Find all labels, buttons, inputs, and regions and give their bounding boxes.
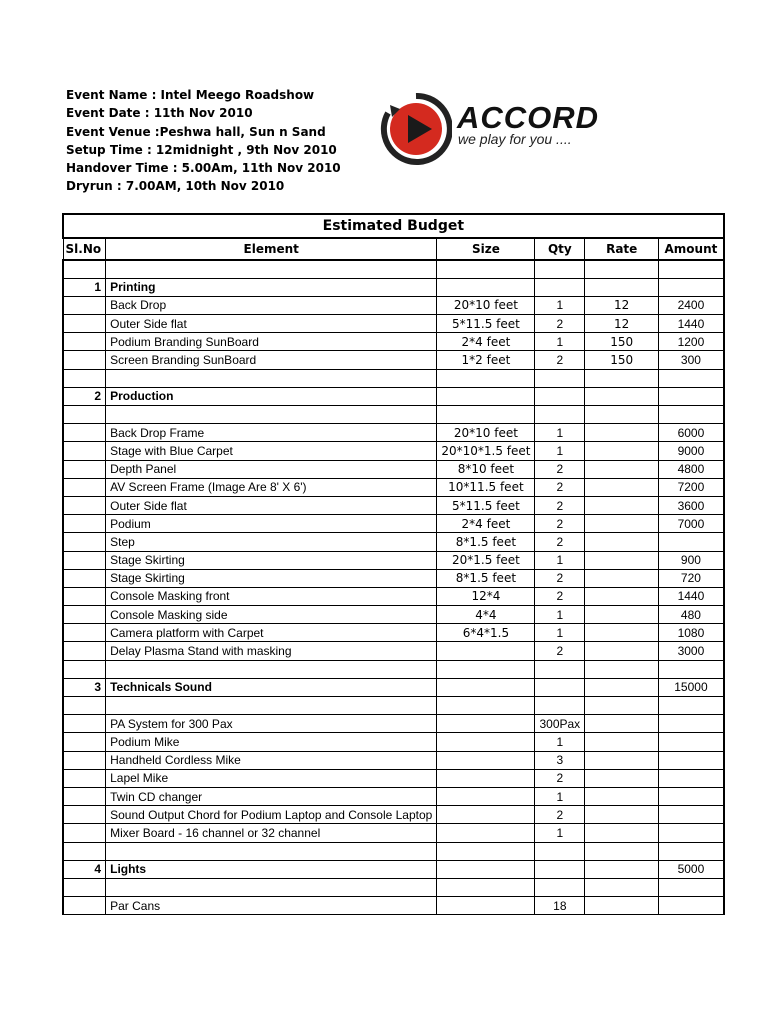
cell-slno: 4 <box>63 860 106 878</box>
cell-slno <box>63 697 106 715</box>
cell-size: 20*10 feet <box>437 424 535 442</box>
cell-qty: 1 <box>535 551 585 569</box>
cell-amount: 480 <box>659 606 724 624</box>
cell-size <box>437 733 535 751</box>
cell-qty: 1 <box>535 824 585 842</box>
cell-element: Stage with Blue Carpet <box>106 442 437 460</box>
table-row <box>63 260 724 278</box>
col-header-amount: Amount <box>659 238 724 260</box>
cell-slno <box>63 806 106 824</box>
cell-element <box>106 369 437 387</box>
cell-element: Lights <box>106 860 437 878</box>
cell-rate <box>585 387 659 405</box>
cell-size: 20*10*1.5 feet <box>437 442 535 460</box>
cell-element <box>106 842 437 860</box>
cell-slno <box>63 551 106 569</box>
cell-qty <box>535 660 585 678</box>
cell-slno <box>63 715 106 733</box>
cell-amount: 7000 <box>659 515 724 533</box>
cell-size: 4*4 <box>437 606 535 624</box>
cell-rate <box>585 569 659 587</box>
cell-amount <box>659 715 724 733</box>
table-row <box>63 496 724 514</box>
cell-slno <box>63 878 106 896</box>
cell-size <box>437 387 535 405</box>
cell-element: Technicals Sound <box>106 678 437 696</box>
cell-rate: 150 <box>585 351 659 369</box>
cell-amount <box>659 660 724 678</box>
cell-qty: 2 <box>535 587 585 605</box>
cell-amount: 1200 <box>659 333 724 351</box>
cell-size <box>437 715 535 733</box>
event-info <box>66 86 366 196</box>
cell-element: Stage Skirting <box>106 551 437 569</box>
cell-qty: 2 <box>535 351 585 369</box>
cell-rate <box>585 460 659 478</box>
cell-rate <box>585 587 659 605</box>
cell-slno <box>63 897 106 915</box>
cell-slno <box>63 333 106 351</box>
section-row <box>63 678 724 696</box>
cell-amount <box>659 260 724 278</box>
cell-element: Printing <box>106 278 437 296</box>
cell-rate <box>585 406 659 424</box>
cell-slno <box>63 260 106 278</box>
cell-qty: 2 <box>535 460 585 478</box>
cell-size: 5*11.5 feet <box>437 496 535 514</box>
cell-qty: 2 <box>535 478 585 496</box>
cell-slno <box>63 587 106 605</box>
table-row <box>63 660 724 678</box>
cell-amount: 300 <box>659 351 724 369</box>
cell-qty <box>535 697 585 715</box>
cell-amount: 1440 <box>659 315 724 333</box>
cell-amount: 6000 <box>659 424 724 442</box>
logo-name: ACCORD <box>457 100 600 135</box>
table-row <box>63 551 724 569</box>
cell-qty: 2 <box>535 533 585 551</box>
cell-slno <box>63 406 106 424</box>
cell-rate <box>585 606 659 624</box>
table-row <box>63 406 724 424</box>
table-row <box>63 515 724 533</box>
cell-qty: 2 <box>535 315 585 333</box>
table-title: Estimated Budget <box>63 214 724 238</box>
cell-slno <box>63 296 106 314</box>
cell-amount <box>659 278 724 296</box>
event-venue: Event Venue :Peshwa hall, Sun n Sand <box>66 124 326 139</box>
cell-size <box>437 660 535 678</box>
col-header-rate: Rate <box>585 238 659 260</box>
cell-element: Handheld Cordless Mike <box>106 751 437 769</box>
cell-element: AV Screen Frame (Image Are 8' X 6') <box>106 478 437 496</box>
table-row <box>63 460 724 478</box>
table-row <box>63 897 724 915</box>
cell-rate <box>585 442 659 460</box>
cell-rate <box>585 860 659 878</box>
cell-qty <box>535 260 585 278</box>
cell-qty <box>535 387 585 405</box>
cell-qty <box>535 842 585 860</box>
cell-qty: 1 <box>535 624 585 642</box>
cell-rate <box>585 715 659 733</box>
cell-size <box>437 260 535 278</box>
cell-qty: 2 <box>535 642 585 660</box>
cell-rate <box>585 842 659 860</box>
cell-element: Step <box>106 533 437 551</box>
cell-slno: 1 <box>63 278 106 296</box>
cell-qty: 1 <box>535 442 585 460</box>
cell-amount: 1440 <box>659 587 724 605</box>
table-row <box>63 715 724 733</box>
cell-rate <box>585 369 659 387</box>
cell-slno <box>63 624 106 642</box>
cell-slno <box>63 460 106 478</box>
cell-slno <box>63 315 106 333</box>
cell-amount: 720 <box>659 569 724 587</box>
cell-amount: 9000 <box>659 442 724 460</box>
cell-element: PA System for 300 Pax <box>106 715 437 733</box>
cell-qty: 1 <box>535 424 585 442</box>
cell-size: 8*1.5 feet <box>437 533 535 551</box>
cell-rate <box>585 678 659 696</box>
cell-amount: 3000 <box>659 642 724 660</box>
cell-slno <box>63 351 106 369</box>
handover-time: Handover Time : 5.00Am, 11th Nov 2010 <box>66 161 341 176</box>
cell-size <box>437 751 535 769</box>
cell-slno <box>63 842 106 860</box>
cell-element <box>106 878 437 896</box>
cell-element: Twin CD changer <box>106 787 437 805</box>
cell-amount: 7200 <box>659 478 724 496</box>
event-date: Event Date : 11th Nov 2010 <box>66 106 253 121</box>
cell-size: 8*10 feet <box>437 460 535 478</box>
cell-element: Back Drop Frame <box>106 424 437 442</box>
cell-slno <box>63 642 106 660</box>
cell-amount <box>659 897 724 915</box>
accord-logo <box>380 93 630 163</box>
cell-amount <box>659 878 724 896</box>
cell-size <box>437 806 535 824</box>
cell-size <box>437 697 535 715</box>
cell-size <box>437 787 535 805</box>
cell-size <box>437 678 535 696</box>
cell-qty: 2 <box>535 569 585 587</box>
cell-rate <box>585 551 659 569</box>
table-row <box>63 369 724 387</box>
cell-size <box>437 406 535 424</box>
cell-qty: 1 <box>535 333 585 351</box>
cell-amount <box>659 697 724 715</box>
cell-slno <box>63 824 106 842</box>
cell-element: Back Drop <box>106 296 437 314</box>
cell-size: 2*4 feet <box>437 333 535 351</box>
cell-size <box>437 824 535 842</box>
cell-element: Depth Panel <box>106 460 437 478</box>
cell-qty <box>535 678 585 696</box>
cell-slno <box>63 660 106 678</box>
cell-rate: 12 <box>585 296 659 314</box>
cell-qty: 2 <box>535 515 585 533</box>
play-button-icon <box>380 93 452 165</box>
table-row <box>63 624 724 642</box>
cell-qty: 1 <box>535 296 585 314</box>
cell-size <box>437 369 535 387</box>
cell-rate: 150 <box>585 333 659 351</box>
cell-size: 2*4 feet <box>437 515 535 533</box>
cell-rate <box>585 697 659 715</box>
cell-qty: 1 <box>535 606 585 624</box>
cell-qty <box>535 278 585 296</box>
cell-amount: 5000 <box>659 860 724 878</box>
cell-qty: 18 <box>535 897 585 915</box>
cell-slno <box>63 733 106 751</box>
cell-amount <box>659 369 724 387</box>
logo-tagline: we play for you .... <box>458 131 572 147</box>
cell-amount: 2400 <box>659 296 724 314</box>
cell-rate <box>585 424 659 442</box>
section-row <box>63 387 724 405</box>
cell-size <box>437 860 535 878</box>
cell-element <box>106 260 437 278</box>
cell-rate <box>585 733 659 751</box>
cell-slno: 3 <box>63 678 106 696</box>
cell-size <box>437 278 535 296</box>
table-row <box>63 769 724 787</box>
cell-qty: 2 <box>535 806 585 824</box>
col-header-slno: Sl.No <box>63 238 106 260</box>
cell-slno <box>63 787 106 805</box>
cell-size <box>437 842 535 860</box>
col-header-element: Element <box>106 238 437 260</box>
cell-slno: 2 <box>63 387 106 405</box>
cell-slno <box>63 478 106 496</box>
cell-element: Production <box>106 387 437 405</box>
cell-rate <box>585 751 659 769</box>
cell-amount: 1080 <box>659 624 724 642</box>
cell-rate <box>585 496 659 514</box>
cell-element: Podium <box>106 515 437 533</box>
cell-rate <box>585 278 659 296</box>
table-row <box>63 587 724 605</box>
cell-rate <box>585 806 659 824</box>
table-row <box>63 424 724 442</box>
cell-qty: 2 <box>535 496 585 514</box>
table-row <box>63 751 724 769</box>
cell-slno <box>63 424 106 442</box>
cell-amount <box>659 751 724 769</box>
cell-size: 20*1.5 feet <box>437 551 535 569</box>
cell-amount: 900 <box>659 551 724 569</box>
cell-element: Outer Side flat <box>106 496 437 514</box>
cell-size: 12*4 <box>437 587 535 605</box>
cell-amount <box>659 387 724 405</box>
cell-qty: 3 <box>535 751 585 769</box>
setup-time: Setup Time : 12midnight , 9th Nov 2010 <box>66 142 337 157</box>
cell-element: Par Cans <box>106 897 437 915</box>
budget-table <box>62 213 725 915</box>
section-row <box>63 860 724 878</box>
cell-size: 5*11.5 feet <box>437 315 535 333</box>
cell-amount <box>659 787 724 805</box>
cell-rate: 12 <box>585 315 659 333</box>
cell-amount <box>659 806 724 824</box>
table-row <box>63 842 724 860</box>
cell-slno <box>63 533 106 551</box>
cell-rate <box>585 878 659 896</box>
cell-slno <box>63 496 106 514</box>
cell-size <box>437 897 535 915</box>
cell-element <box>106 697 437 715</box>
cell-element <box>106 660 437 678</box>
cell-element: Camera platform with Carpet <box>106 624 437 642</box>
cell-rate <box>585 260 659 278</box>
cell-slno <box>63 369 106 387</box>
cell-amount <box>659 406 724 424</box>
table-row <box>63 533 724 551</box>
table-row <box>63 824 724 842</box>
cell-amount <box>659 769 724 787</box>
cell-slno <box>63 569 106 587</box>
cell-element: Lapel Mike <box>106 769 437 787</box>
cell-element: Mixer Board - 16 channel or 32 channel <box>106 824 437 842</box>
col-header-size: Size <box>437 238 535 260</box>
cell-amount <box>659 533 724 551</box>
cell-size: 20*10 feet <box>437 296 535 314</box>
cell-element: Stage Skirting <box>106 569 437 587</box>
cell-amount <box>659 733 724 751</box>
cell-slno <box>63 442 106 460</box>
table-row <box>63 642 724 660</box>
cell-qty: 1 <box>535 733 585 751</box>
cell-rate <box>585 478 659 496</box>
cell-size: 8*1.5 feet <box>437 569 535 587</box>
cell-rate <box>585 769 659 787</box>
table-row <box>63 787 724 805</box>
cell-rate <box>585 642 659 660</box>
table-row <box>63 478 724 496</box>
cell-size: 10*11.5 feet <box>437 478 535 496</box>
cell-amount: 4800 <box>659 460 724 478</box>
cell-rate <box>585 660 659 678</box>
cell-rate <box>585 515 659 533</box>
cell-rate <box>585 824 659 842</box>
table-row <box>63 878 724 896</box>
table-row <box>63 733 724 751</box>
cell-element: Console Masking front <box>106 587 437 605</box>
cell-qty: 2 <box>535 769 585 787</box>
cell-qty <box>535 406 585 424</box>
cell-element: Sound Output Chord for Podium Laptop and Console Laptop <box>106 806 437 824</box>
event-name: Event Name : Intel Meego Roadshow <box>66 88 315 102</box>
cell-rate <box>585 787 659 805</box>
table-row <box>63 315 724 333</box>
table-row <box>63 697 724 715</box>
cell-amount: 3600 <box>659 496 724 514</box>
cell-qty: 300Pax <box>535 715 585 733</box>
cell-qty <box>535 878 585 896</box>
cell-size <box>437 769 535 787</box>
cell-element <box>106 406 437 424</box>
cell-rate <box>585 624 659 642</box>
col-header-qty: Qty <box>535 238 585 260</box>
cell-element: Screen Branding SunBoard <box>106 351 437 369</box>
table-row <box>63 333 724 351</box>
cell-rate <box>585 897 659 915</box>
cell-qty <box>535 860 585 878</box>
table-row <box>63 569 724 587</box>
cell-amount: 15000 <box>659 678 724 696</box>
table-row <box>63 806 724 824</box>
table-row <box>63 351 724 369</box>
cell-qty <box>535 369 585 387</box>
cell-element: Podium Branding SunBoard <box>106 333 437 351</box>
table-row <box>63 296 724 314</box>
cell-size <box>437 878 535 896</box>
table-row <box>63 442 724 460</box>
cell-size <box>437 642 535 660</box>
cell-slno <box>63 751 106 769</box>
section-row <box>63 278 724 296</box>
cell-size: 6*4*1.5 <box>437 624 535 642</box>
cell-slno <box>63 769 106 787</box>
table-row <box>63 606 724 624</box>
dryrun-time: Dryrun : 7.00AM, 10th Nov 2010 <box>66 179 285 194</box>
cell-size: 1*2 feet <box>437 351 535 369</box>
cell-element: Outer Side flat <box>106 315 437 333</box>
cell-amount <box>659 842 724 860</box>
cell-rate <box>585 533 659 551</box>
cell-element: Console Masking side <box>106 606 437 624</box>
cell-qty: 1 <box>535 787 585 805</box>
cell-slno <box>63 515 106 533</box>
cell-amount <box>659 824 724 842</box>
cell-slno <box>63 606 106 624</box>
cell-element: Delay Plasma Stand with masking <box>106 642 437 660</box>
cell-element: Podium Mike <box>106 733 437 751</box>
